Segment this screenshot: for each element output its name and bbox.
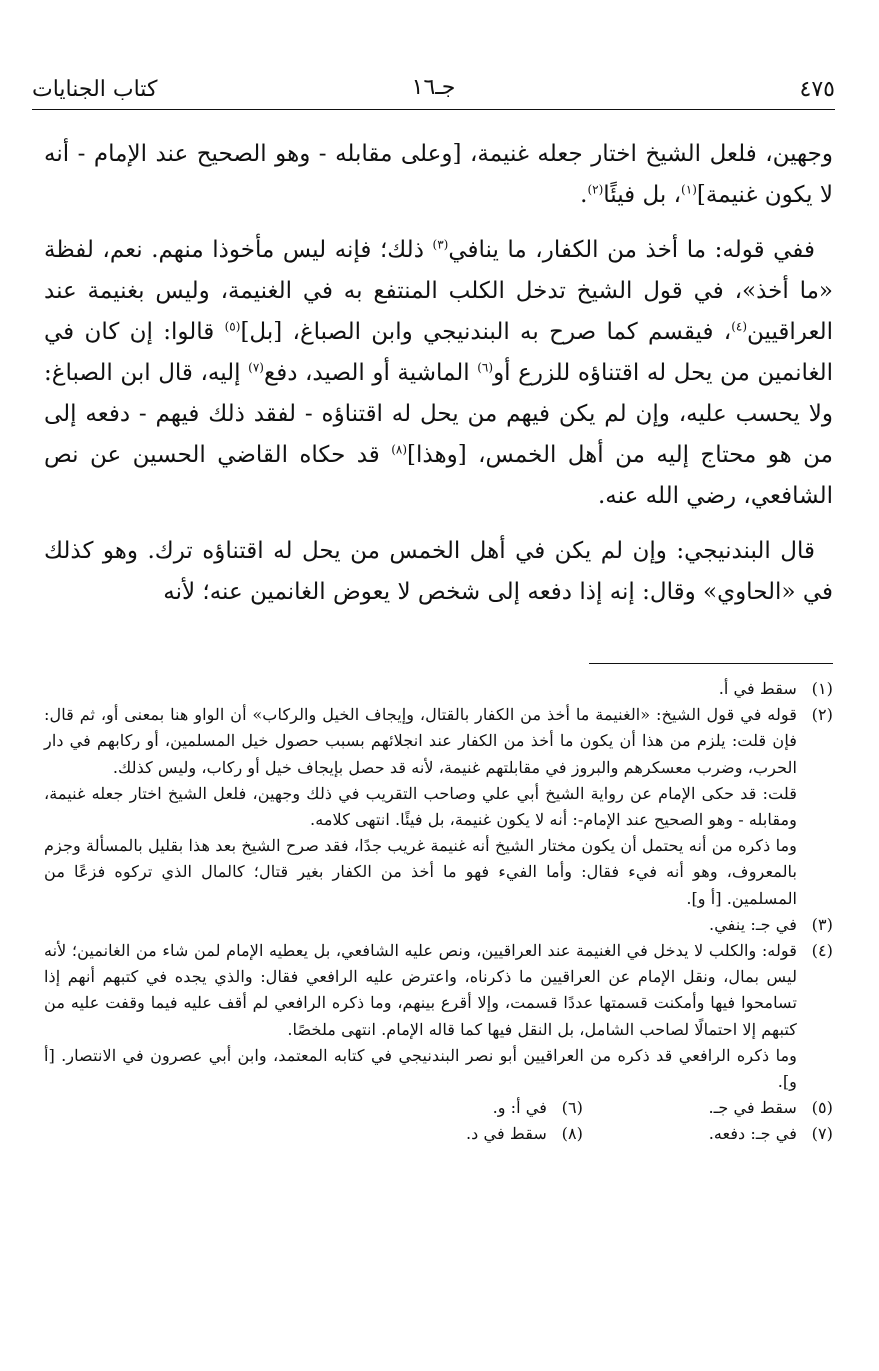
footnote-ref[interactable]: (٧) xyxy=(248,360,264,375)
footnote-number: (٥) xyxy=(811,1098,833,1118)
footnote-text xyxy=(44,702,797,912)
text-run: إليه، قال ابن الصباغ: ولا يحسب عليه، وإن لم يكن فيهم من يحل له اقتناؤه - لفقد ذلك فيهم - دفعه إلى من هو محتاج إليه من أهل الخمس، [وهذا] xyxy=(44,360,833,468)
text-run: ففي قوله: ما أخذ من الكفار، ما ينافي xyxy=(448,237,815,263)
footnote-number: (٦) xyxy=(561,1098,583,1118)
text-run: ، فيقسم كما صرح به البندنيجي وابن الصباغ، [بل] xyxy=(240,319,732,345)
footnote-ref[interactable]: (٥) xyxy=(224,319,241,334)
footnote-text: سقط في أ. xyxy=(718,679,797,698)
footnote-ref[interactable]: (٦) xyxy=(477,360,494,375)
text-run: قالوا: إن كان في الغانمين من يحل له اقتناؤه للزرع أو xyxy=(44,319,834,386)
footnote-7 xyxy=(583,1121,833,1147)
header-rule xyxy=(32,109,835,110)
book-title: كتاب الجنايات xyxy=(32,77,158,102)
footnote-4 xyxy=(44,938,833,1095)
footnote-number: (١) xyxy=(811,679,833,698)
footnote-para: قوله في قول الشيخ: «الغنيمة ما أخذ من الكفار بالقتال، وإيجاف الخيل والركاب» أن الواو هنا بمعنى أو، ثم قال: فإن قلت: يلزم من هذا أن يكون ما أخذ من الكفار عند انجلائهم بسبب حصول خيل المسلمين، أو ركابهم في دار الحرب، وضرب معسكرهم والبروز في مقابلتهم غنيمة، لأنه قد حصل بإيجاف خيل أو ركاب، وليس كذلك. xyxy=(44,705,797,777)
paragraph-2 xyxy=(44,230,833,517)
text-run: وجهين، فلعل الشيخ اختار جعله غنيمة، [وعلى مقابله - وهو الصحيح عند الإمام - أنه لا يكون غنيمة] xyxy=(44,141,833,208)
footnote-ref[interactable]: (٣) xyxy=(432,237,449,252)
text-run: ، بل فيئًا xyxy=(603,182,682,208)
footnote-number: (٣) xyxy=(811,914,833,934)
footnote-text: في أ: و. xyxy=(492,1098,547,1118)
footnote-8 xyxy=(333,1121,583,1147)
main-text xyxy=(44,134,833,627)
footnote-number: (٨) xyxy=(561,1124,583,1144)
volume-label: جـ١٦ xyxy=(411,75,456,100)
footnote-number: (٢) xyxy=(811,705,833,725)
footnote-ref[interactable]: (١) xyxy=(681,182,697,197)
footnote-5 xyxy=(583,1095,833,1121)
paragraph-3: قال البندنيجي: وإن لم يكن في أهل الخمس من يحل له اقتناؤه ترك. وهو كذلك في «الحاوي» وقال: إنه إذا دفعه إلى شخص لا يعوض الغانمين عنه؛ لأنه xyxy=(44,538,833,605)
page-number: ٤٧٥ xyxy=(799,77,835,102)
page-header xyxy=(32,62,835,102)
text-run: ذلك؛ فإنه ليس مأخوذا منهم. نعم، لفظة «ما أخذ»، في قول الشيخ تدخل الكلب المنتفع به في الغنيمة، وليس بغنيمة عند العراقيين xyxy=(44,237,833,345)
paragraph-1 xyxy=(44,134,833,216)
footnote-text: سقط في د. xyxy=(466,1124,547,1144)
footnote-3 xyxy=(44,912,833,938)
footnote-separator xyxy=(589,663,833,664)
footnote-number: (٧) xyxy=(811,1124,833,1144)
footnote-para: قلت: قد حكى الإمام عن رواية الشيخ أبي علي وصاحب التقريب في ذلك وجهين، فلعل الشيخ اختار جعله غنيمة، ومقابله - وهو الصحيح عند الإمام-: أنه لا يكون غنيمة، بل فيئًا. انتهى كلامه. xyxy=(44,783,797,830)
footnote-ref[interactable]: (٢) xyxy=(587,182,604,197)
footnote-ref[interactable]: (٤) xyxy=(731,319,748,334)
text-run: قد حكاه القاضي الحسين عن نص الشافعي، رضي الله عنه. xyxy=(44,442,833,509)
footnote-text: في جـ: دفعه. xyxy=(708,1124,797,1144)
footnote-para: وما ذكره من أنه يحتمل أن يكون مختار الشيخ أنه غنيمة غريب جدًا، فقد صرح الشيخ بعد هذا بقليل بالمسألة وجزم بالمعروف، وهو أنه فيء فقال: وأما الفيء فهو ما أخذ من الكفار بغير قتال؛ كالمال الذي تركوه فزعًا من المسلمين. [أ و]. xyxy=(44,836,797,908)
footnote-row-7-8 xyxy=(44,1121,833,1147)
text-run: الماشية أو الصيد، دفع xyxy=(263,360,478,386)
footnote-text: سقط في جـ. xyxy=(708,1098,797,1118)
footnote-2 xyxy=(44,702,833,912)
footnote-row-5-6 xyxy=(44,1095,833,1121)
footnote-text: في جـ: ينفي. xyxy=(709,914,797,934)
footnotes xyxy=(44,676,833,1148)
footnote-1 xyxy=(44,676,833,702)
text-run: . xyxy=(580,182,588,208)
footnote-para: وما ذكره الرافعي قد ذكره من العراقيين أبو نصر البندنيجي في كتابه المعتمد، وابن أبي عصرون في الانتصار. [أ و]. xyxy=(44,1045,797,1092)
footnote-text xyxy=(44,938,797,1095)
footnote-6 xyxy=(333,1095,583,1121)
footnote-number: (٤) xyxy=(811,941,833,961)
footnote-ref[interactable]: (٨) xyxy=(391,442,408,457)
footnote-para: قوله: والكلب لا يدخل في الغنيمة عند العراقيين، ونص عليه الشافعي، بل يعطيه الإمام لمن شاء من الغانمين؛ لأنه ليس بمال، ونقل الإمام عن العراقيين ما ذكرناه، واعترض عليه الرافعي فقال: والذي يجده في كتبهم أنهم إذا تسامحوا فيها وأمكنت قسمتها عددًا قسمت، وإلا أقرع بينهم، وما ذكره الرافعي لم أقف عليه فيما وقفت عليه من كتبهم إلا احتمالًا لصاحب الشامل، بل النقل فيها كما قاله الإمام. انتهى ملخصًا. xyxy=(44,941,797,1039)
